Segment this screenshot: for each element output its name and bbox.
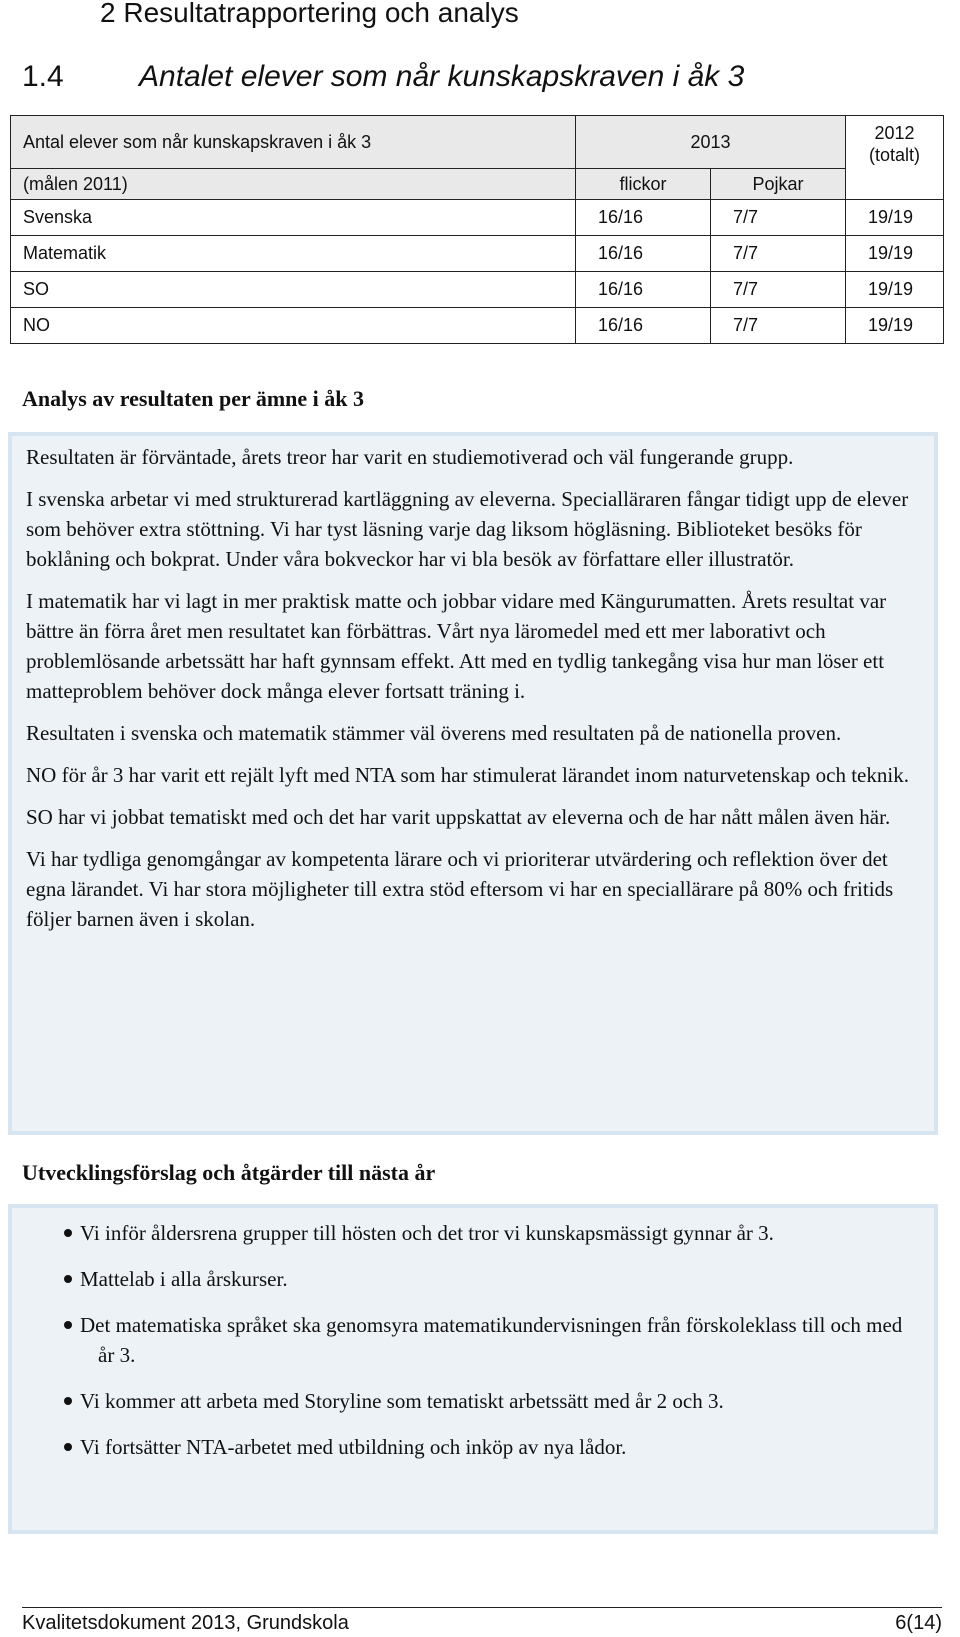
list-item-text: Vi kommer att arbeta med Storyline som tematiskt arbetssätt med år 2 och 3. <box>80 1389 724 1413</box>
results-table <box>10 115 944 344</box>
row-subject: SO <box>11 272 576 308</box>
footer-page-number: 6(14) <box>895 1612 942 1634</box>
section-title: Antalet elever som når kunskapskraven i åk 3 <box>139 60 745 93</box>
list-item <box>26 1218 914 1248</box>
analysis-heading: Analys av resultaten per ämne i åk 3 <box>22 386 365 411</box>
table-row <box>11 236 944 272</box>
bullet-icon <box>64 1321 72 1329</box>
list-item-text: Vi fortsätter NTA-arbetet med utbildning och inköp av nya lådor. <box>80 1435 627 1459</box>
analysis-paragraph: Vi har tydliga genomgångar av kompetenta lärare och vi prioriterar utvärdering och reflektion över det egna lärandet. Vi har stora möjligheter till extra stöd eftersom vi har en speciallärare på 80% och fritids följer barnen även i skolan. <box>26 847 894 931</box>
chapter-title: 2 Resultatrapportering och analys <box>100 0 519 28</box>
row-flickor: 16/16 <box>576 308 711 344</box>
list-item-text: Mattelab i alla årskurser. <box>80 1267 288 1291</box>
table-subheader-row <box>11 169 944 200</box>
analysis-paragraph: I svenska arbetar vi med strukturerad kartläggning av eleverna. Specialläraren fångar tidigt upp de elever som behöver extra stöttning. Vi har tyst läsning varje dag liksom högläsning. Biblioteket besöks för boklåning och bokprat. Under våra bokveckor har vi bla besök av författare eller illustratör. <box>26 487 909 571</box>
row-subject: NO <box>11 308 576 344</box>
row-total-2012: 19/19 <box>846 236 944 272</box>
row-total-2012: 19/19 <box>846 308 944 344</box>
analysis-paragraph: I matematik har vi lagt in mer praktisk matte och jobbar vidare med Kängurumatten. Årets resultat var bättre än förra året men resultatet kan förbättras. Vårt nya läromedel med ett mer laborativt och problemlösande arbetssätt har haft gynnsam effekt. Att med en tydlig tankegång visa hur man löser ett matteproblem behöver dock många elever fortsatt träning i. <box>26 589 887 703</box>
analysis-paragraph: NO för år 3 har varit ett rejält lyft med NTA som har stimulerat lärandet inom naturvetenskap och teknik. <box>26 763 909 787</box>
analysis-box <box>8 432 938 1135</box>
row-flickor: 16/16 <box>576 200 711 236</box>
analysis-paragraph: Resultaten i svenska och matematik stämmer väl överens med resultaten på de nationella proven. <box>26 721 842 745</box>
footer-document-title: Kvalitetsdokument 2013, Grundskola <box>22 1612 349 1634</box>
column-flickor: flickor <box>576 169 711 200</box>
table-header-year-2013: 2013 <box>576 116 846 169</box>
list-item <box>26 1310 914 1370</box>
footer-divider <box>22 1607 942 1608</box>
development-box <box>8 1204 938 1534</box>
row-pojkar: 7/7 <box>711 308 846 344</box>
section-heading <box>22 58 744 96</box>
row-flickor: 16/16 <box>576 272 711 308</box>
list-item-text: Det matematiska språket ska genomsyra matematikundervisningen från förskoleklass till och med år 3. <box>80 1313 903 1367</box>
list-item-text: Vi inför åldersrena grupper till hösten och det tror vi kunskapsmässigt gynnar år 3. <box>80 1221 774 1245</box>
table-row <box>11 308 944 344</box>
row-pojkar: 7/7 <box>711 272 846 308</box>
year-2012-total-label: (totalt) <box>868 145 920 165</box>
column-pojkar: Pojkar <box>711 169 846 200</box>
year-2012-label: 2012 <box>874 123 915 143</box>
development-list <box>26 1218 914 1462</box>
row-flickor: 16/16 <box>576 236 711 272</box>
row-pojkar: 7/7 <box>711 236 846 272</box>
list-item <box>26 1264 914 1294</box>
row-total-2012: 19/19 <box>846 200 944 236</box>
analysis-paragraph: Resultaten är förväntade, årets treor har varit en studiemotiverad och väl fungerande grupp. <box>26 445 794 469</box>
section-number: 1.4 <box>22 60 64 93</box>
development-heading: Utvecklingsförslag och åtgärder till nästa år <box>22 1160 436 1185</box>
table-row <box>11 272 944 308</box>
row-total-2012: 19/19 <box>846 272 944 308</box>
table-header-label: Antal elever som når kunskapskraven i åk 3 <box>11 116 576 169</box>
row-pojkar: 7/7 <box>711 200 846 236</box>
table-header-row <box>11 116 944 169</box>
bullet-icon <box>64 1229 72 1237</box>
bullet-icon <box>64 1275 72 1283</box>
list-item <box>26 1386 914 1416</box>
bullet-icon <box>64 1443 72 1451</box>
list-item <box>26 1432 914 1462</box>
bullet-icon <box>64 1397 72 1405</box>
row-subject: Matematik <box>11 236 576 272</box>
analysis-paragraph: SO har vi jobbat tematiskt med och det har varit uppskattat av eleverna och de har nått målen även här. <box>26 805 891 829</box>
table-header-sub: (målen 2011) <box>11 169 576 200</box>
table-header-year-2012 <box>846 116 944 200</box>
table-row <box>11 200 944 236</box>
row-subject: Svenska <box>11 200 576 236</box>
